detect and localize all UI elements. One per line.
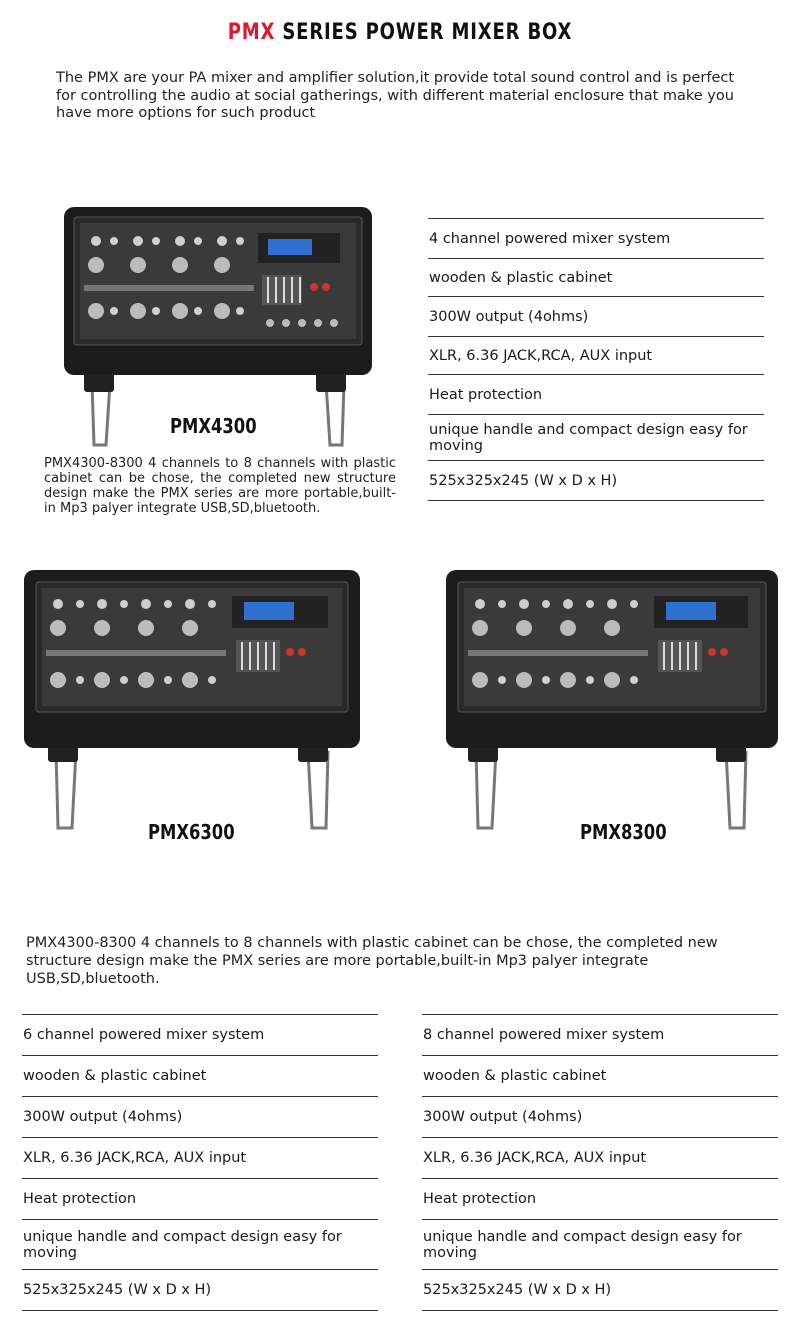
spec-item: Heat protection xyxy=(428,375,764,415)
pmx6300-spec-list xyxy=(22,1014,378,1311)
spec-item: wooden & plastic cabinet xyxy=(422,1056,778,1097)
spec-item: XLR, 6.36 JACK,RCA, AUX input xyxy=(22,1138,378,1179)
pmx8300-label: PMX8300 xyxy=(580,820,667,844)
spec-item: wooden & plastic cabinet xyxy=(22,1056,378,1097)
pmx6300-label: PMX6300 xyxy=(148,820,235,844)
spec-item: unique handle and compact design easy for moving xyxy=(428,415,764,461)
title-accent: PMX xyxy=(227,20,276,45)
spec-item: 8 channel powered mixer system xyxy=(422,1015,778,1056)
spec-item: XLR, 6.36 JACK,RCA, AUX input xyxy=(422,1138,778,1179)
pmx4300-spec-list xyxy=(428,218,764,501)
spec-item: 4 channel powered mixer system xyxy=(428,219,764,259)
spec-item: XLR, 6.36 JACK,RCA, AUX input xyxy=(428,337,764,375)
spec-item: 525x325x245 (W x D x H) xyxy=(422,1270,778,1311)
pmx4300-description: PMX4300-8300 4 channels to 8 channels with plastic cabinet can be chose, the completed new structure design make the PMX series are more portable,built-in Mp3 palyer integrate USB,SD,bluetooth. xyxy=(44,456,396,516)
page-title xyxy=(72,20,728,45)
spec-item: unique handle and compact design easy for moving xyxy=(422,1220,778,1270)
pmx8300-product-image xyxy=(440,566,785,831)
pmx6300-product-image xyxy=(18,566,368,831)
pmx4300-label: PMX4300 xyxy=(170,414,257,438)
spec-item: 300W output (4ohms) xyxy=(22,1097,378,1138)
spec-item: unique handle and compact design easy for moving xyxy=(22,1220,378,1270)
title-rest: SERIES POWER MIXER BOX xyxy=(275,20,573,45)
spec-item: 300W output (4ohms) xyxy=(428,297,764,337)
spec-item: wooden & plastic cabinet xyxy=(428,259,764,297)
intro-paragraph: The PMX are your PA mixer and amplifier solution,it provide total sound control and is perfect for controlling the audio at social gatherings, with different material enclosure that make you have more options for such product xyxy=(56,70,735,121)
spec-item: 525x325x245 (W x D x H) xyxy=(22,1270,378,1311)
spec-item: 300W output (4ohms) xyxy=(422,1097,778,1138)
bottom-description: PMX4300-8300 4 channels to 8 channels with plastic cabinet can be chose, the completed new structure design make the PMX series are more portable,built-in Mp3 palyer integrate USB,SD,bluetooth. xyxy=(26,935,718,987)
spec-item: Heat protection xyxy=(422,1179,778,1220)
spec-item: Heat protection xyxy=(22,1179,378,1220)
spec-item: 525x325x245 (W x D x H) xyxy=(428,461,764,501)
spec-item: 6 channel powered mixer system xyxy=(22,1015,378,1056)
pmx8300-spec-list xyxy=(422,1014,778,1311)
